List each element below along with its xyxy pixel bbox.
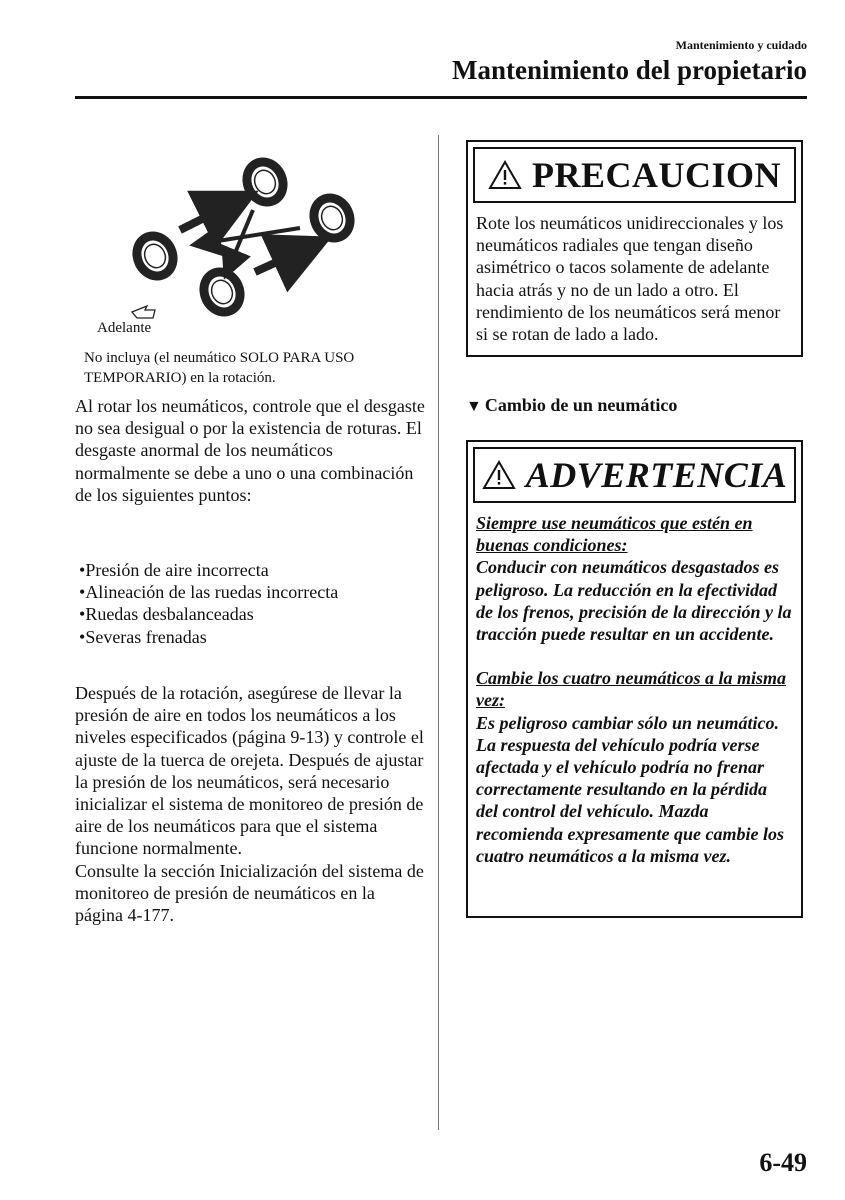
- figure-caption: No incluya (el neumático SOLO PARA USO TEMPORARIO) en la rotación.: [84, 350, 355, 386]
- wear-causes-list: [79, 559, 338, 648]
- warning-triangle-icon: [488, 160, 522, 190]
- page-number: 6-49: [759, 1148, 807, 1177]
- warning-item-text: Conducir con neumáticos desgastados es peligroso. La reducción en la efectividad de los frenos, precisión de la dirección y la tracción puede resultar en un accidente.: [476, 557, 792, 645]
- warning-item: [476, 667, 793, 867]
- warning-item-heading: Siempre use neumáticos que estén en buenas condiciones:: [476, 513, 753, 556]
- tire-rotation-diagram: [75, 150, 420, 340]
- header-section: Mantenimiento y cuidado: [675, 38, 807, 52]
- list-item: • Ruedas desbalanceadas: [79, 603, 338, 625]
- tire-rotation-figure: [75, 150, 420, 340]
- tire-front-right-icon: [191, 260, 252, 324]
- caution-box: [466, 140, 803, 357]
- column-divider: [438, 135, 439, 1130]
- list-item: • Presión de aire incorrecta: [79, 559, 338, 581]
- consult-paragraph: Consulte la sección Inicialización del sistema de monitoreo de presión de neumáticos en la página 4-177.: [75, 860, 424, 926]
- list-item: • Alineación de las ruedas incorrecta: [79, 581, 338, 603]
- after-rotation-text: [75, 682, 425, 926]
- tire-rear-left-icon: [234, 150, 295, 214]
- tire-rear-right-icon: [301, 186, 362, 250]
- warning-header: [473, 447, 796, 503]
- header-rule: [75, 96, 807, 99]
- caution-text: Rote los neumáticos unidireccionales y los neumáticos radiales que tengan diseño asimétrico o tacos solamente de adelante hacia atrás y no de un lado a otro. El rendimiento de los neumáticos será menor si se rotan de lado a lado.: [476, 213, 784, 345]
- section-heading: [466, 395, 677, 416]
- after-rotation-paragraph: Después de la rotación, asegúrese de llevar la presión de aire en todos los neumáticos a los niveles especificados (página 9-13) y controle el ajuste de la tuerca de orejeta. Después de ajustar la presión de los neumáticos, será necesario inicializar el sistema de monitoreo de presión de aire de los neumáticos para que el sistema funcione normalmente.: [75, 683, 424, 859]
- warning-item-text: Es peligroso cambiar sólo un neumático. La respuesta del vehículo podría verse afectada y el vehículo podría no frenar correctamente resultando en la pérdida del control del vehículo. Mazda recomienda expresamente que cambie los cuatro neumáticos a la misma vez.: [476, 712, 784, 866]
- warning-title: ADVERTENCIA: [525, 455, 788, 495]
- warning-triangle-icon: [482, 460, 516, 490]
- caution-title: PRECAUCION: [531, 155, 781, 195]
- rotation-arrow-icon: [180, 205, 230, 230]
- rotation-arrow-icon: [255, 250, 303, 272]
- rotation-arrow-icon: [205, 228, 300, 243]
- section-triangle-icon: ▼: [466, 398, 482, 415]
- caution-header: [473, 147, 796, 203]
- section-heading-text: Cambio de un neumático: [484, 395, 678, 415]
- page-title: Mantenimiento del propietario: [452, 55, 807, 85]
- list-item: • Severas frenadas: [79, 626, 338, 648]
- warning-item-heading: Cambie los cuatro neumáticos a la misma vez:: [476, 668, 787, 711]
- front-direction-icon: [132, 306, 155, 318]
- warning-item: [476, 512, 793, 645]
- tire-front-left-icon: [124, 224, 185, 288]
- front-label: Adelante: [97, 320, 152, 336]
- intro-paragraph: Al rotar los neumáticos, controle que el desgaste no sea desigual o por la existencia de roturas. El desgaste anormal de los neumáticos normalmente se debe a uno o una combinación de los siguientes puntos:: [75, 396, 425, 505]
- warning-box: [466, 440, 803, 918]
